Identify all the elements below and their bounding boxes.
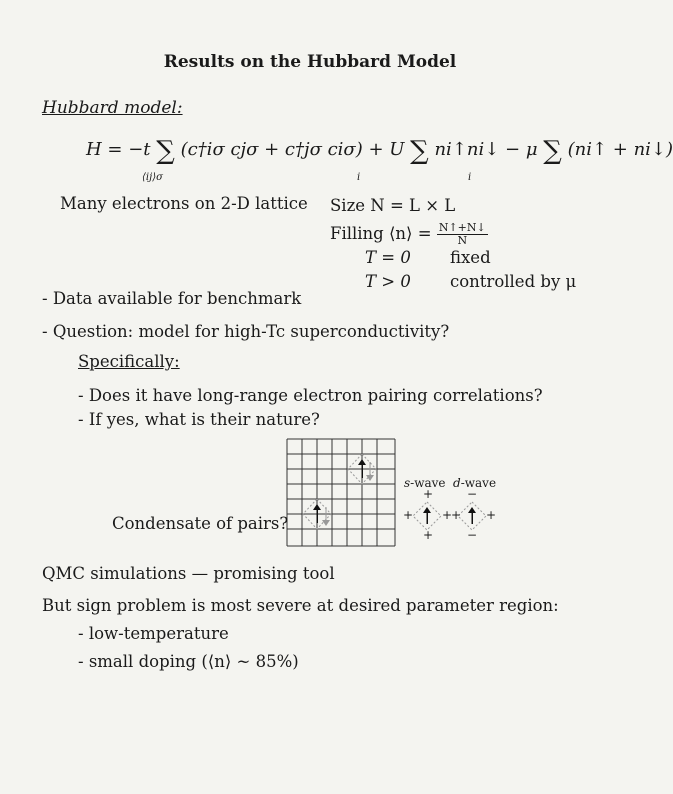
sum-symbol: ∑ [543, 136, 562, 166]
param-size: Size N = L × L [330, 196, 456, 215]
lattice-description: Many electrons on 2-D lattice [60, 194, 308, 213]
sum-lower-index: i [468, 172, 472, 183]
filling-label: Filling ⟨n⟩ = [330, 224, 432, 243]
hamiltonian-density: (ni↑ + ni↓) [567, 139, 673, 160]
sum-symbol: ∑ [156, 136, 175, 166]
specifically-heading: Specifically: [78, 352, 180, 371]
d-wave-right-sign: + [486, 508, 497, 522]
lattice-grid-figure [286, 438, 396, 550]
bullet-data: - Data available for benchmark [42, 289, 302, 308]
sum-lower-index: i [357, 172, 361, 183]
bullet-question: - Question: model for high-Tc superconductivity? [42, 322, 450, 341]
filling-denominator: N [457, 234, 468, 247]
page-title: Results on the Hubbard Model [163, 52, 457, 72]
param-t-pos-note: controlled by μ [450, 272, 577, 291]
d-wave-label: d-wave [453, 476, 497, 490]
hamiltonian-hopping: (c†iσ cjσ + c†jσ ciσ) + U [180, 139, 405, 160]
s-wave-label: s-wave [404, 476, 446, 490]
sign-problem-item: - small doping (⟨n⟩ ~ 85%) [78, 652, 299, 671]
param-t-pos: T > 0 [365, 272, 411, 291]
qmc-statement: QMC simulations — promising tool [42, 564, 335, 583]
d-wave-bottom-sign: − [467, 528, 478, 542]
hamiltonian-equation [86, 136, 673, 166]
param-filling [330, 222, 488, 247]
figure-caption: Condensate of pairs? [112, 514, 289, 533]
s-wave-left-sign: + [403, 508, 414, 522]
sign-problem-intro: But sign problem is most severe at desired parameter region: [42, 596, 559, 615]
question-nature: - If yes, what is their nature? [78, 410, 320, 429]
filling-fraction [437, 222, 488, 247]
section-heading: Hubbard model: [42, 98, 183, 118]
sign-problem-item: - low-temperature [78, 624, 229, 643]
s-wave-top-sign: + [423, 487, 434, 501]
sum-symbol: ∑ [410, 136, 429, 166]
s-wave-bottom-sign: + [423, 528, 434, 542]
d-wave-left-sign: + [451, 508, 462, 522]
d-wave-top-sign: − [467, 487, 478, 501]
question-pairing: - Does it have long-range electron pairing correlations? [78, 386, 543, 405]
filling-numerator: N↑+N↓ [438, 221, 486, 234]
s-wave-right-sign: + [442, 508, 453, 522]
sum-lower-index: ⟨ij⟩σ [142, 172, 163, 183]
hamiltonian-interaction: ni↑ni↓ − μ [434, 139, 538, 160]
param-t-zero: T = 0 [365, 248, 411, 267]
hamiltonian-lhs: H = −t [86, 139, 151, 160]
param-t-zero-note: fixed [450, 248, 491, 267]
